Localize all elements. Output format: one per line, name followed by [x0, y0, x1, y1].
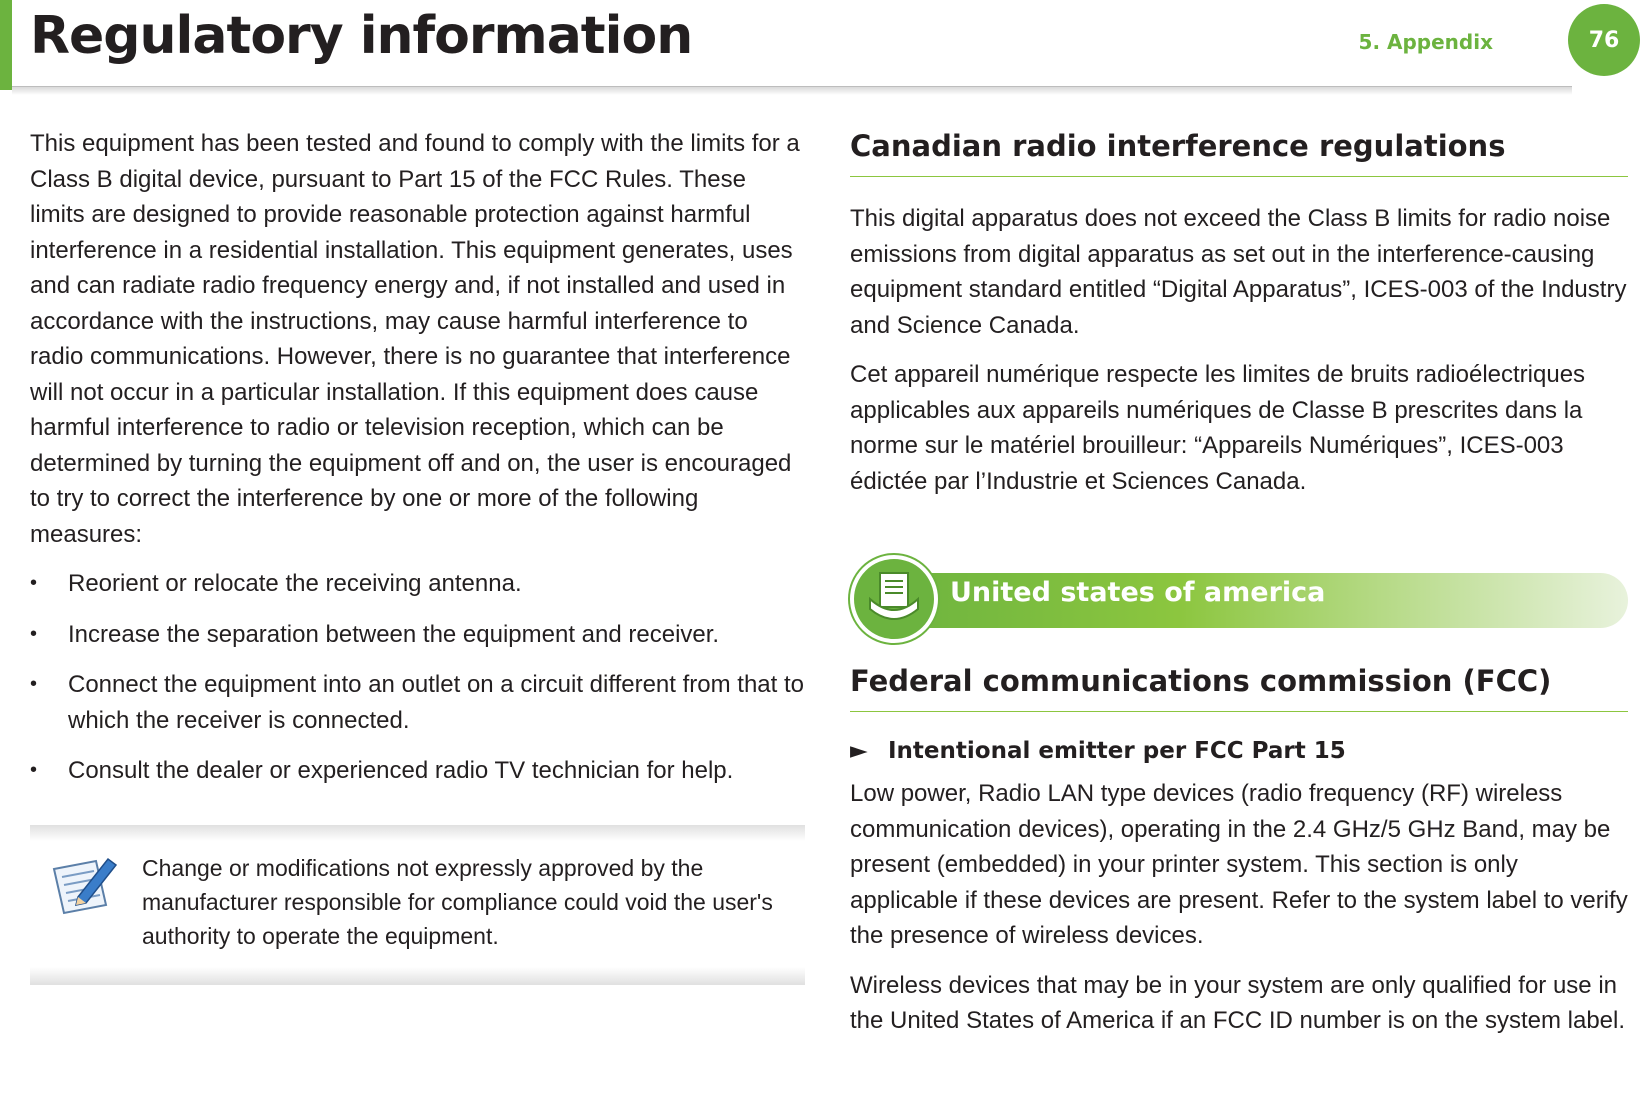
fcc-intro-paragraph: This equipment has been tested and found to comply with the limits for a Class B digital device, pursuant to Part 15 of the FCC Rules. These limits are designed to provide reasonable protection against harmful interference in a residential installation. This equipment generates, uses and can radiate radio frequency energy and, if not installed and used in accordance with the instructions, may cause harmful interference to radio communications. However, there is no guarantee that interference will not occur in a particular installation. If this equipment does cause harmful interference to radio or television reception, which can be determined by turning the equipment off and on, the user is encouraged to try to correct the interference by one or more of the following measures: [30, 130, 800, 548]
usa-section-banner [850, 551, 1628, 647]
left-column [30, 126, 805, 985]
right-column [850, 126, 1628, 1053]
arrow-right-icon: ► [850, 738, 868, 764]
list-item-text: Increase the separation between the equipment and receiver. [68, 620, 720, 648]
note-box [30, 825, 805, 985]
bullet-icon: • [30, 759, 38, 781]
fcc-subheading [850, 738, 1628, 764]
chapter-label: 5. Appendix [1358, 30, 1493, 54]
banner-icon-circle [850, 555, 938, 643]
note-text: Change or modifications not expressly approved by the manufacturer responsible for compliance could void the user's authority to operate the equipment. [142, 854, 773, 949]
fcc-paragraph-1: Low power, Radio LAN type devices (radio frequency (RF) wireless communication devices), operating in the 2.4 GHz/5 GHz Band, may be present (embedded) in your printer system. This section is only applicable if these devices are present. Refer to the system label to verify the presence of wireless devices. [850, 780, 1628, 949]
bullet-icon: • [30, 673, 38, 695]
bullet-icon: • [30, 622, 38, 645]
bullet-icon: • [30, 572, 38, 594]
list-item-text: Consult the dealer or experienced radio TV technician for help. [68, 757, 734, 784]
header-accent-bar [0, 0, 12, 90]
fcc-heading: Federal communications commission (FCC) [850, 661, 1628, 712]
list-item [30, 753, 805, 789]
header-divider [12, 86, 1572, 95]
fcc-subheading-text: Intentional emitter per FCC Part 15 [888, 738, 1346, 764]
list-item [30, 566, 805, 602]
canada-paragraph-fr: Cet appareil numérique respecte les limites de bruits radioélectriques applicables aux appareils numériques de Classe B prescrites dans la norme sur le matériel brouilleur: “Appareils Numériques”, ICES-003 édictée par l’Industrie et Sciences Canada. [850, 361, 1586, 495]
fcc-paragraph-2: Wireless devices that may be in your system are only qualified for use in the United States of America if an FCC ID number is on the system label. [850, 971, 1626, 1034]
measures-list [30, 566, 805, 789]
list-item [30, 617, 805, 653]
list-item-text: Connect the equipment into an outlet on a circuit different from that to which the receiver is connected. [68, 671, 804, 734]
page-number-badge: 76 [1568, 4, 1640, 76]
canada-heading: Canadian radio interference regulations [850, 126, 1628, 177]
usa-banner-label: United states of america [950, 577, 1326, 608]
note-pencil-icon [48, 853, 120, 921]
document-icon [866, 569, 922, 625]
list-item [30, 667, 805, 738]
list-item-text: Reorient or relocate the receiving antenna. [68, 570, 522, 597]
canada-paragraph-en: This digital apparatus does not exceed the Class B limits for radio noise emissions from digital apparatus as set out in the interference-causing equipment standard entitled “Digital Apparatus”, ICES-003 of the Industry and Science Canada. [850, 205, 1627, 339]
page-title: Regulatory information [30, 6, 693, 66]
